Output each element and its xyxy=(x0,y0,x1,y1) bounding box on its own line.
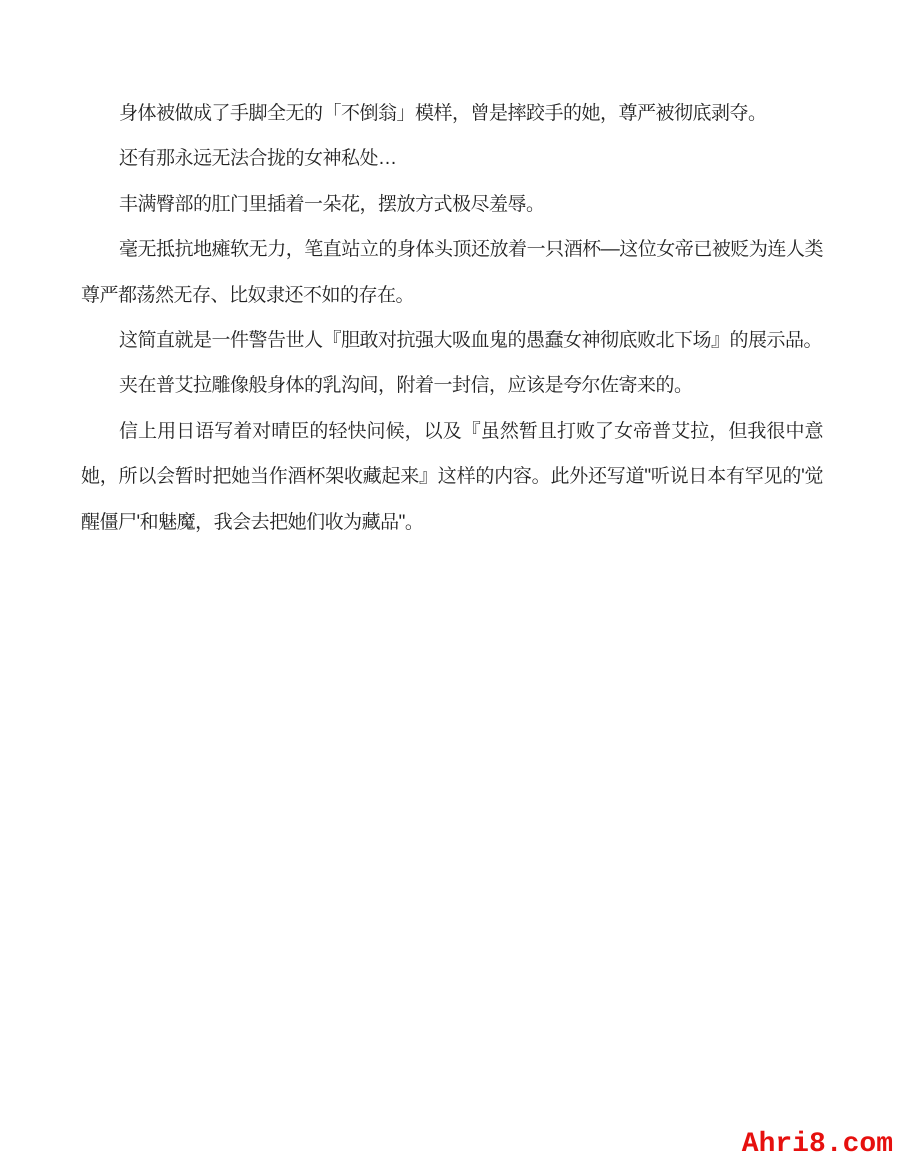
paragraph: 丰满臀部的肛门里插着一朵花，摆放方式极尽羞辱。 xyxy=(119,193,545,215)
paragraph: 这简直就是一件警告世人『胆敢对抗强大吸血鬼的愚蠢女神彻底败北下场』的展示品。 xyxy=(119,330,823,352)
novel-text-body xyxy=(81,91,823,545)
paragraph: 夹在普艾拉雕像般身体的乳沟间，附着一封信，应该是夸尔佐寄来的。 xyxy=(119,375,693,397)
paragraph: 身体被做成了手脚全无的「不倒翁」模样，曾是摔跤手的她，尊严被彻底剥夺。 xyxy=(119,103,767,124)
paragraph: 毫无抵抗地瘫软无力，笔直站立的身体头顶还放着一只酒杯—这位女帝已被贬为连人类尊严都荡然无存、比奴隶还不如的存在。 xyxy=(81,239,823,306)
site-watermark: Ahri8.com xyxy=(741,1129,893,1160)
paragraph: 还有那永远无法合拢的女神私处… xyxy=(119,148,397,170)
paragraph: 信上用日语写着对晴臣的轻快问候，以及『虽然暂且打败了女帝普艾拉，但我很中意她，所以会暂时把她当作酒杯架收藏起来』这样的内容。此外还写道"听说日本有罕见的'觉醒僵尸'和魅魔，我会去把她们收为藏品"。 xyxy=(81,420,823,533)
